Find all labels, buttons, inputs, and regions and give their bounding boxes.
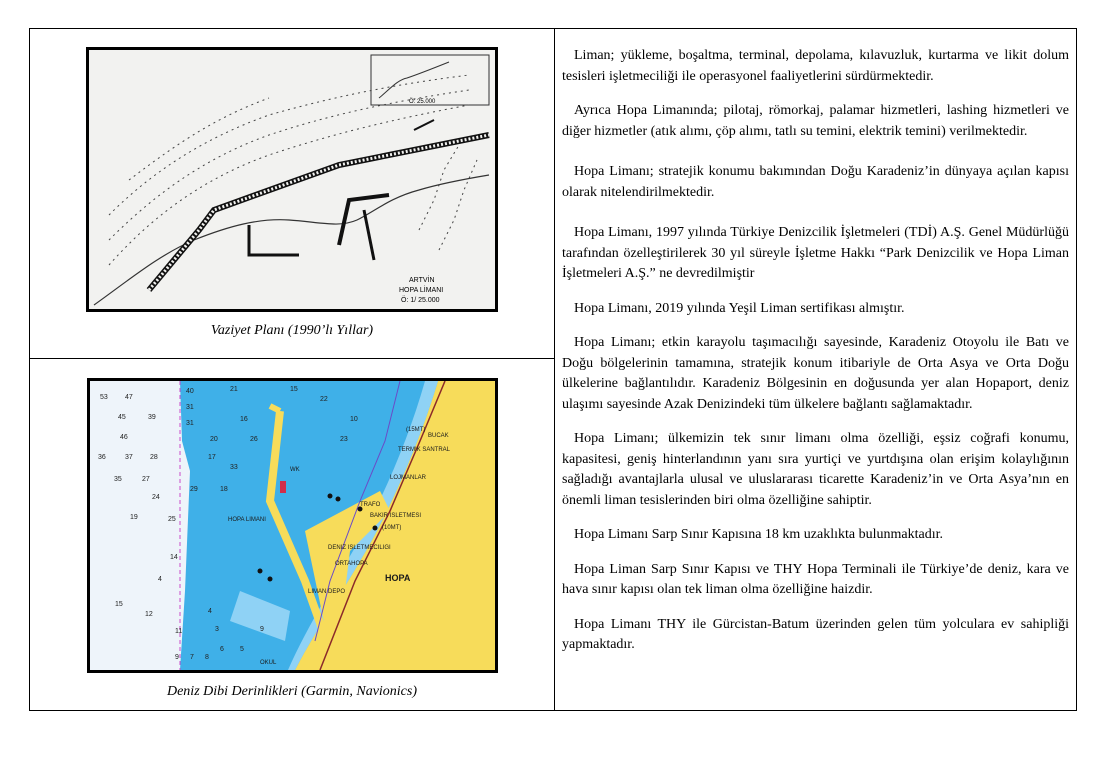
- sounding: 31: [186, 420, 194, 427]
- map-label-trafo: TRAFO: [360, 502, 381, 508]
- row-divider: [29, 358, 555, 359]
- paragraph: Hopa Limanı, 1997 yılında Türkiye Denizcilik İşletmeleri (TDİ) A.Ş. Genel Müdürlüğü tarafından özelleştirilerek 30 yıl süreyle İşletme Hakkı “Park Denizcilik ve Hopa Liman İşletmeleri A.Ş.” ne devredilmiştir: [562, 225, 1069, 281]
- paragraph: Hopa Limanı; ülkemizin tek sınır limanı olma özelliği, eşsiz coğrafi konumu, kapasitesi, geniş hinterlandının yanı sıra yurtiçi ve yurtdışına olan erişim kolaylığının sağladığı avantajlarla ulusal ve uluslararası ticarette Karadeniz’in ve Orta Asya’nın en önemli liman tesislerinden biri olma özelliğine sahiptir.: [562, 431, 1069, 508]
- marker-icon: [280, 481, 286, 493]
- sounding: 45: [118, 414, 126, 421]
- sounding: 19: [130, 514, 138, 521]
- paragraph: Ayrıca Hopa Limanında; pilotaj, römorkaj, palamar hizmetleri, lashing hizmetleri ve diğer hizmetler (atık alımı, çöp alımı, tatlı su temini, elektrik temini) verilmektedir.: [562, 103, 1069, 139]
- sounding: 27: [142, 476, 150, 483]
- sounding: 3: [215, 626, 219, 633]
- sounding: 9: [175, 654, 179, 661]
- sounding: 53: [100, 394, 108, 401]
- plan-title-line1: ARTVİN: [409, 277, 435, 284]
- description-column: [562, 46, 1069, 656]
- map-label-hopa: HOPA: [385, 573, 411, 583]
- map-label-bakir: BAKIR ISLETMESI: [370, 513, 422, 519]
- depth-chart-caption: Deniz Dibi Derinlikleri (Garmin, Navionics): [166, 684, 418, 699]
- site-plan-drawing: [89, 50, 495, 309]
- sounding: 9: [260, 626, 264, 633]
- sounding: 40: [186, 388, 194, 395]
- sounding: 6: [220, 646, 224, 653]
- sounding: 31: [186, 404, 194, 411]
- sounding: 24: [152, 494, 160, 501]
- sounding: 7: [190, 654, 194, 661]
- sounding: 29: [190, 486, 198, 493]
- map-label-ortahopa: ORTAHOPA: [335, 561, 368, 567]
- sounding: 39: [148, 414, 156, 421]
- paragraph: Hopa Limanı; stratejik konumu bakımından Doğu Karadeniz’in dünyaya açılan kapısı olarak nitelendirilmektedir.: [562, 164, 1069, 200]
- sounding: 12: [145, 611, 153, 618]
- sounding: 17: [208, 454, 216, 461]
- sounding: 33: [230, 464, 238, 471]
- sounding: 26: [250, 436, 258, 443]
- sounding: 37: [125, 454, 133, 461]
- sounding: 35: [114, 476, 122, 483]
- sounding: 8: [205, 654, 209, 661]
- sounding: 47: [125, 394, 133, 401]
- sounding: 21: [230, 386, 238, 393]
- inset-scale-label: Ö: 25.000: [409, 99, 436, 105]
- site-plan-image: [86, 47, 498, 312]
- map-label-deniz: DENIZ ISLETMECILIGI: [328, 545, 391, 551]
- sounding: 22: [320, 396, 328, 403]
- depth-chart-image: [87, 378, 498, 673]
- sounding: 36: [98, 454, 106, 461]
- sounding: 15: [115, 601, 123, 608]
- map-label-mt15: (15MT): [406, 427, 426, 433]
- sounding: 4: [158, 576, 162, 583]
- map-label-termik: TERMIK SANTRAL: [398, 447, 451, 453]
- sounding: 11: [175, 628, 183, 635]
- paragraph: Hopa Limanı THY ile Gürcistan-Batum üzerinden gelen tüm yolculara ev sahipliği yapmaktadır.: [562, 616, 1069, 652]
- sounding: 14: [170, 554, 178, 561]
- sounding: 16: [240, 416, 248, 423]
- map-label-wk: WK: [290, 467, 300, 473]
- depth-chart-map: [90, 381, 495, 670]
- map-label-okul: OKUL: [260, 660, 277, 666]
- paragraph: Hopa Limanı Sarp Sınır Kapısına 18 km uzaklıkta bulunmaktadır.: [574, 527, 943, 542]
- paragraph: Liman; yükleme, boşaltma, terminal, depolama, kılavuzluk, kurtarma ve likit dolum tesisleri işletmeciliği ile operasyonel faaliyetlerini sürdürmektedir.: [562, 48, 1069, 84]
- map-label-bucak: BUCAK: [428, 433, 449, 439]
- sounding: 20: [210, 436, 218, 443]
- sounding: 23: [340, 436, 348, 443]
- site-plan-caption: Vaziyet Planı (1990’lı Yıllar): [210, 323, 374, 338]
- map-label-mt10: (10MT): [382, 525, 402, 531]
- column-divider: [554, 28, 555, 711]
- paragraph: Hopa Liman Sarp Sınır Kapısı ve THY Hopa Terminali ile Türkiye’de deniz, kara ve hava sınır kapısı olan tek liman olma özelliğine haizdir.: [562, 561, 1069, 597]
- sounding: 4: [208, 608, 212, 615]
- plan-title-line2: HOPA LİMANI: [399, 287, 444, 294]
- sounding: 18: [220, 486, 228, 493]
- sounding: 46: [120, 434, 128, 441]
- sounding: 10: [350, 416, 358, 423]
- paragraph: Hopa Limanı; etkin karayolu taşımacılığı sayesinde, Karadeniz Otoyolu ile Batı ve Doğu bölgelerinin tamamına, stratejik konum itibariyle de Orta Asya ve Orta Doğu ülkelerine bağlantılıdır. Karadeniz Bölgesinin en doğusunda yer alan Hopaport, deniz ulaşımı sayesinde Azak Denizindeki tüm ülkelere bağlantı sağlamaktadır.: [562, 335, 1069, 412]
- sounding: 5: [240, 646, 244, 653]
- sounding: 15: [290, 386, 298, 393]
- paragraph: Hopa Limanı, 2019 yılında Yeşil Liman sertifikası almıştır.: [574, 300, 905, 316]
- plan-scale-label: Ö: 1/ 25.000: [401, 297, 440, 304]
- map-label-liman-depo: LIMAN DEPO: [308, 589, 346, 595]
- map-label-hopa-limani: HOPA LIMANI: [228, 517, 266, 523]
- sounding: 25: [168, 516, 176, 523]
- sounding: 28: [150, 454, 158, 461]
- map-label-lojmanlar: LOJMANLAR: [390, 475, 427, 481]
